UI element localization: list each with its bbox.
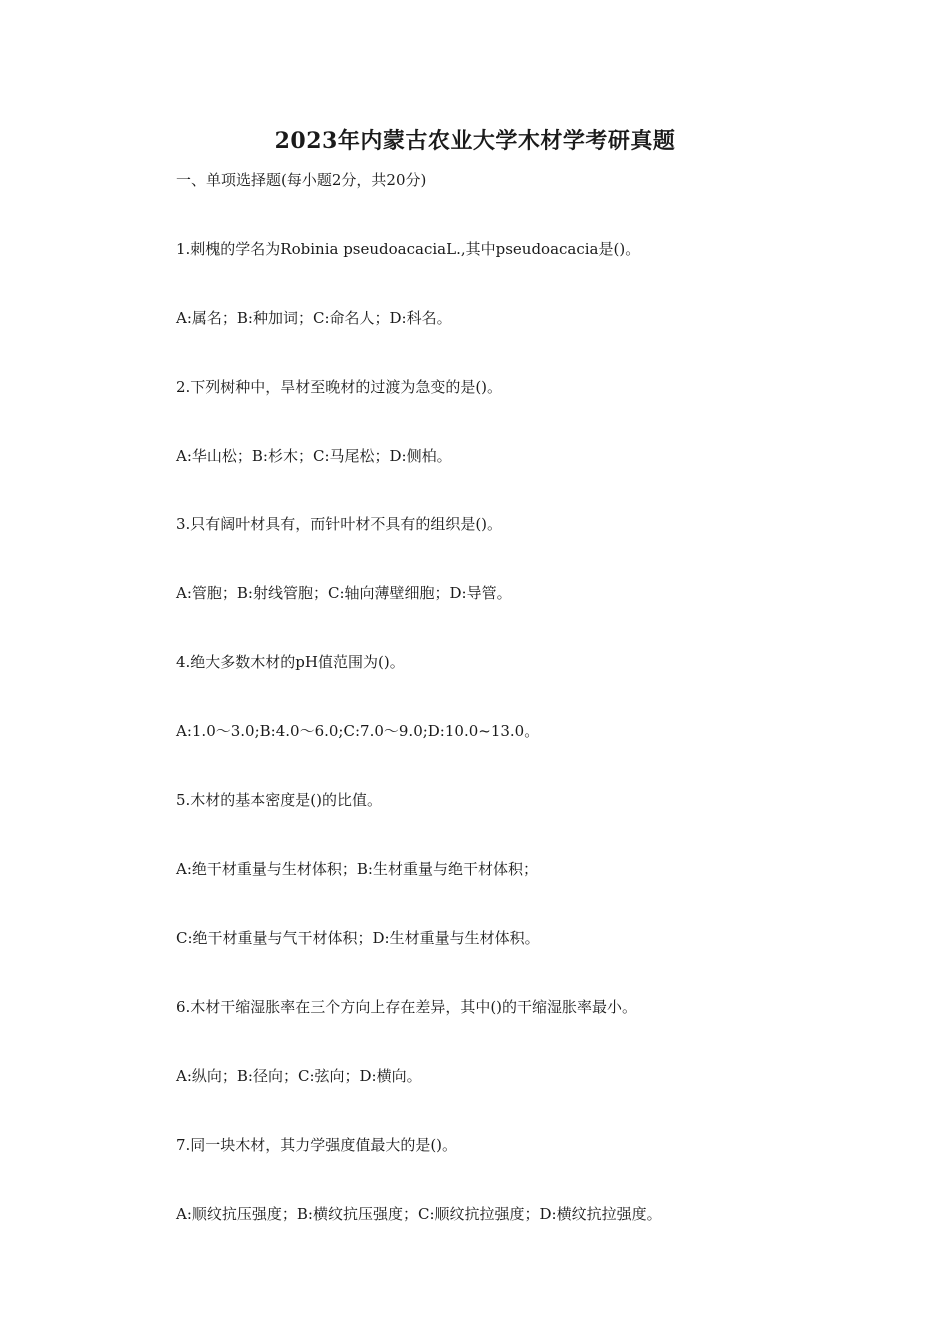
question-5: 5.木材的基本密度是()的比值。	[176, 791, 383, 809]
question-1: 1.刺槐的学名为Robinia pseudoacaciaL.,其中pseudoacacia是()。	[176, 240, 641, 258]
question-7: 7.同一块木材，其力学强度值最大的是()。	[176, 1136, 458, 1154]
document-title: 2023年内蒙古农业大学木材学考研真题	[274, 128, 676, 154]
question-7-options: A:顺纹抗压强度；B:横纹抗压强度；C:顺纹抗拉强度；D:横纹抗拉强度。	[176, 1205, 662, 1223]
question-6: 6.木材干缩湿胀率在三个方向上存在差异，其中()的干缩湿胀率最小。	[176, 998, 638, 1016]
question-4-options: A:1.0～3.0;B:4.0～6.0;C:7.0～9.0;D:10.0~13.0。	[176, 722, 540, 740]
section-heading: 一、单项选择题(每小题2分，共20分)	[176, 171, 427, 189]
question-3: 3.只有阔叶材具有，而针叶材不具有的组织是()。	[176, 515, 503, 533]
question-4: 4.绝大多数木材的pH值范围为()。	[176, 653, 405, 671]
question-3-options: A:管胞；B:射线管胞；C:轴向薄壁细胞；D:导管。	[176, 584, 512, 602]
question-2-options: A:华山松；B:杉木；C:马尾松；D:侧柏。	[176, 447, 452, 465]
question-5-options-ab: A:绝干材重量与生材体积；B:生材重量与绝干材体积；	[176, 860, 538, 878]
question-2: 2.下列树种中，旱材至晚材的过渡为急变的是()。	[176, 378, 503, 396]
question-5-options-cd: C:绝干材重量与气干材体积；D:生材重量与生材体积。	[176, 929, 540, 947]
question-6-options: A:纵向；B:径向；C:弦向；D:横向。	[176, 1067, 422, 1085]
question-1-options: A:属名；B:种加词；C:命名人；D:科名。	[176, 309, 452, 327]
